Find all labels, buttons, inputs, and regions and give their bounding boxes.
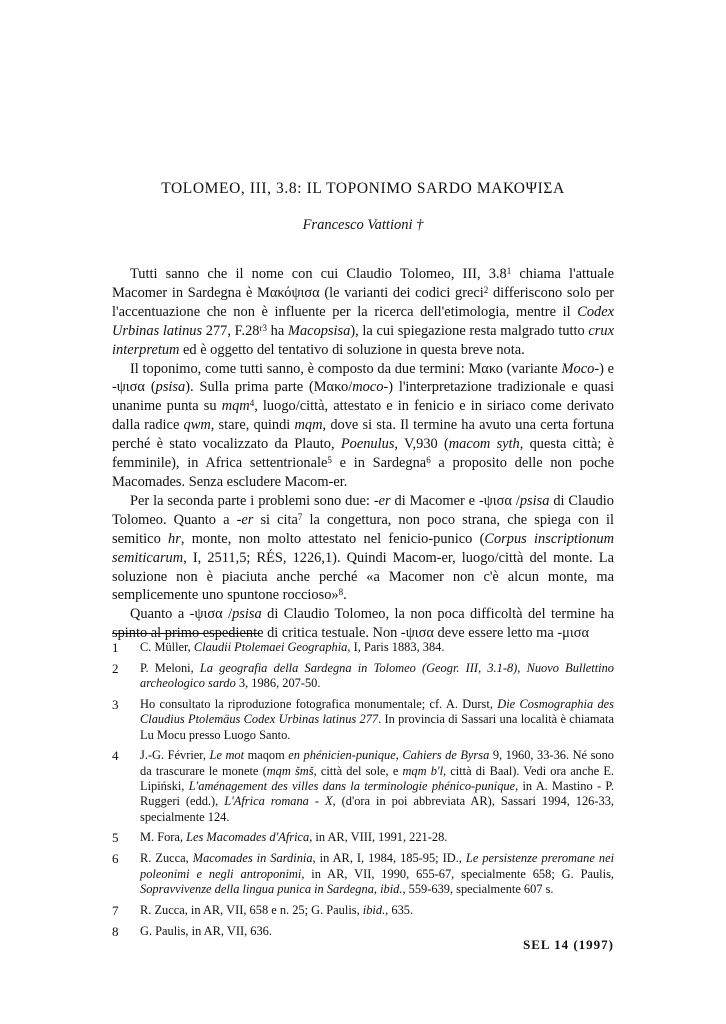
footnote (112, 748, 614, 824)
body-paragraph: Per la seconda parte i problemi sono due: -er di Macomer e -ψισα /psisa di Claudio Tolomeo. Quanto a -er si cita$^7$ la congettura, non poco strana, che spiega con il semitico hr, monte, non molto attestato nel fenicio-punico (Corpus inscriptionum semiticarum, I, 2511,5; RÉS, 1226,1). Quindi Macom-er, luogo/città del monte. La soluzione non è piaciuta anche perché «a Macomer non c'è alcun monte, ma semplicemente uno spuntone roccioso»$^8$. (112, 492, 614, 604)
footnote-number: 7 (112, 902, 119, 918)
footnote (112, 661, 614, 692)
footnote-number: 3 (112, 697, 119, 713)
footnote (112, 851, 614, 897)
body-paragraph: Quanto a -ψισα /psisa di Claudio Tolomeo, la non poca difficoltà del termine ha spinto al primo espediente di critica testuale. Non -ψισα deve essere letto ma -μισα (112, 606, 615, 642)
footnote-text: J.-G. Février, Le mot maqom en phénicien-punique, Cahiers de Byrsa 9, 1960, 33-36. Né sono da trascurare le monete (mqm šmš, città del sole, e mqm b'l, città di Baal). Vedi ora anche E. Lipiński, L'aménagement des villes dans la terminologie phénico-punique, in A. Mastino - P. Ruggeri (edd.), L'Africa romana - X, (d'ora in poi abbreviata AR), Sassari 1994, 126-33, specialmente 124. (140, 748, 615, 824)
footnote (112, 903, 614, 919)
footnote-text: M. Fora, Les Macomades d'Africa, in AR, VIII, 1991, 221-28. (140, 830, 448, 845)
body-paragraph: Tutti sanno che il nome con cui Claudio Tolomeo, III, $3.8^1$ chiama l'attuale Macomer in Sardegna è Μακόψισα (le varianti dei codici greci$^2$ differiscono solo per l'accentuazione che non è influente per la ricerca dell'etimologia, mentre il Codex Urbinas latinus 277, $F.28^{r3}$ ha Macopsisa), la cui spiegazione resta malgrado tutto crux interpretum ed è oggetto del tentativo di soluzione in questa breve nota. (112, 266, 615, 358)
footnote-number: 2 (112, 661, 119, 676)
footnote-divider (112, 633, 260, 634)
footnote-text: G. Paulis, in AR, VII, 636. (140, 923, 272, 938)
footnote-text: R. Zucca, Macomades in Sardinia, in AR, I, 1984, 185-95; ID., Le persistenze preromane nei poleonimi e negli antroponimi, in AR, VII, 1990, 655-67, specialmente 658; G. Paulis, Sopravvivenze della lingua punica in Sardegna, ibid., 559-639, specialmente 607 s. (140, 851, 615, 897)
journal-footer: SEL 14 (1997) (522, 937, 614, 952)
footnote-number: 1 (112, 640, 119, 655)
footnote (112, 697, 614, 743)
footnote-number: 8 (112, 923, 119, 939)
article-body (112, 265, 614, 643)
footnote-number: 4 (112, 748, 119, 764)
body-paragraph: Il toponimo, come tutti sanno, è composto da due termini: Μακο (variante Moco-) e -ψισα (psisa). Sulla prima parte (Μακο/moco-) l'interpretazione tradizionale e quasi unanime punta su mqm$^4$, luogo/città, attestato e in fenicio e in siriaco come derivato dalla radice qwm, stare, quindi mqm, dove si sta. Il termine ha avuto una certa fortuna perché è stato vocalizzato da Plauto, Poenulus, V,930 (macom syth, questa città; è femminile), in Africa settentrionale$^5$ e in Sardegna$^6$ a proposito delle non poche Macomades. Senza escludere Macom-er. (112, 360, 615, 490)
footnote-text: R. Zucca, in AR, VII, 658 e n. 25; G. Paulis, ibid., 635. (140, 902, 414, 917)
footnote-text: P. Meloni, La geografia della Sardegna in Tolomeo (Geogr. III, 3.1-8), Nuovo Bullettino archeologico sardo 3, 1986, 207-50. (140, 661, 614, 691)
footnote (112, 830, 614, 846)
footnote-number: 6 (112, 851, 119, 867)
footnote-text: C. Müller, Claudii Ptolemaei Geographia, I, Paris 1883, 384. (140, 640, 445, 654)
footnote-text: Ho consultato la riproduzione fotografica monumentale; cf. A. Durst, Die Cosmographia des Claudius Ptolemäus Codex Urbinas latinus 277. In provincia di Sassari una località è chiamata Lu Mocu presso Luogo Santo. (140, 697, 614, 742)
article-title: TOLOMEO, III, 3.8: IL TOPONIMO SARDO ΜΑΚΟΨΙΣΑ (161, 180, 565, 197)
article-author: Francesco Vattioni † (302, 217, 424, 233)
footnotes (112, 640, 614, 945)
footnote-number: 5 (112, 830, 119, 846)
footnote (112, 640, 614, 656)
